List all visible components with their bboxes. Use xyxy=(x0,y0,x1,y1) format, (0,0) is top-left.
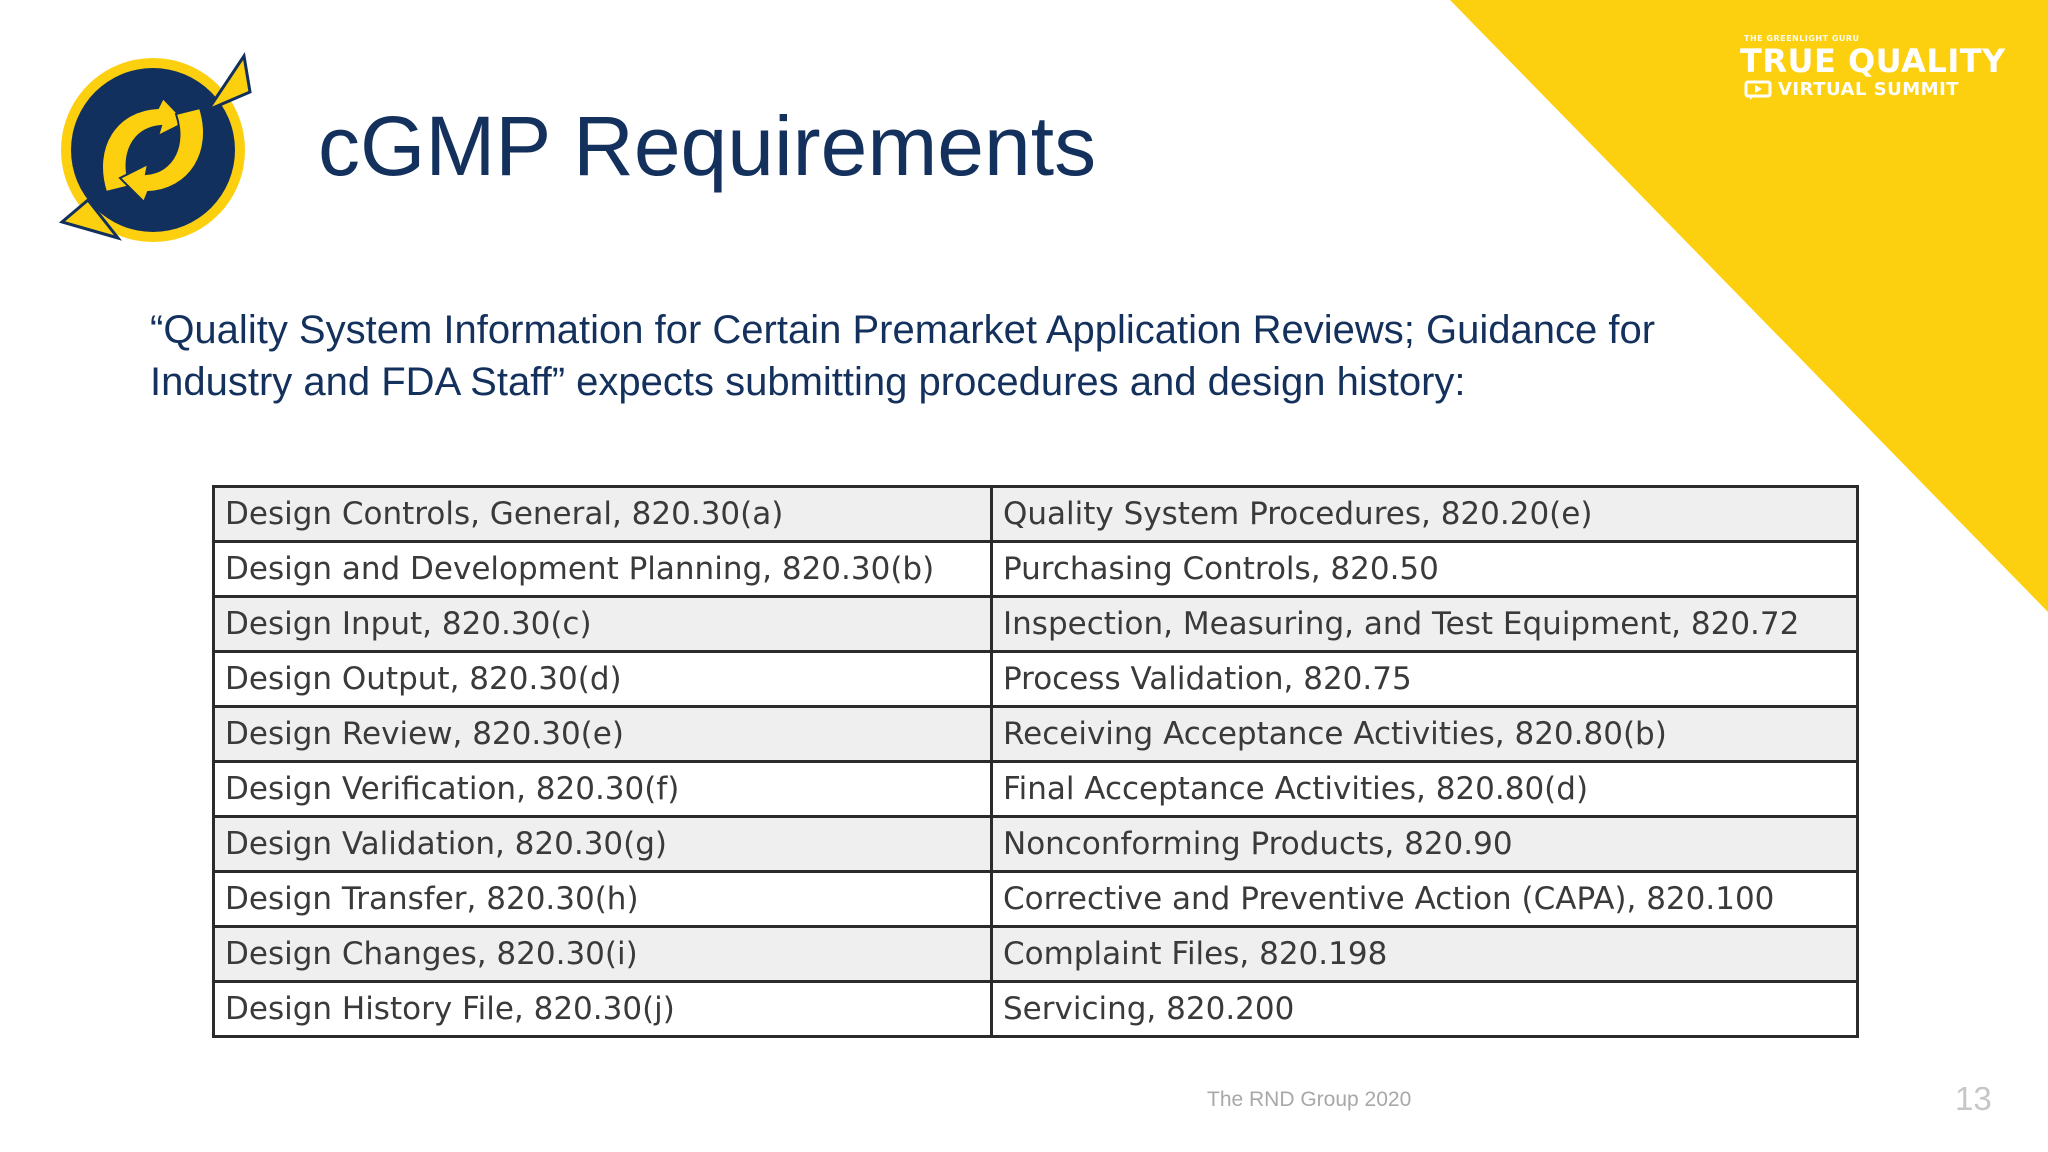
table-cell: Quality System Procedures, 820.20(e) xyxy=(992,487,1858,542)
rnd-group-logo-icon xyxy=(58,52,252,242)
summit-tagline: THE GREENLIGHT GURU xyxy=(1744,34,1860,43)
table-cell: Process Validation, 820.75 xyxy=(992,652,1858,707)
table-row xyxy=(214,872,1858,927)
table-row xyxy=(214,762,1858,817)
table-row xyxy=(214,982,1858,1037)
table-cell: Design History File, 820.30(j) xyxy=(214,982,992,1037)
table-cell: Design and Development Planning, 820.30(b) xyxy=(214,542,992,597)
summit-subtitle-row xyxy=(1744,79,2020,100)
table-row xyxy=(214,597,1858,652)
table-cell: Receiving Acceptance Activities, 820.80(b) xyxy=(992,707,1858,762)
table-cell: Inspection, Measuring, and Test Equipment, 820.72 xyxy=(992,597,1858,652)
table-cell: Design Review, 820.30(e) xyxy=(214,707,992,762)
video-play-icon xyxy=(1744,80,1772,100)
table-cell: Design Verification, 820.30(f) xyxy=(214,762,992,817)
summit-subtitle: VIRTUAL SUMMIT xyxy=(1778,79,1960,100)
table-cell: Design Validation, 820.30(g) xyxy=(214,817,992,872)
table-row xyxy=(214,542,1858,597)
table-row xyxy=(214,707,1858,762)
intro-text: “Quality System Information for Certain Premarket Application Reviews; Guidance for Industry and FDA Staff” expects submitting procedures and design history: xyxy=(150,308,1656,404)
table-cell: Corrective and Preventive Action (CAPA), 820.100 xyxy=(992,872,1858,927)
table-row xyxy=(214,652,1858,707)
table-row xyxy=(214,927,1858,982)
summit-branding xyxy=(1740,34,2020,100)
page-number: 13 xyxy=(1955,1080,1992,1117)
summit-title: TRUE QUALITY xyxy=(1740,42,2006,80)
table-cell: Complaint Files, 820.198 xyxy=(992,927,1858,982)
table-cell: Design Controls, General, 820.30(a) xyxy=(214,487,992,542)
table-cell: Design Changes, 820.30(i) xyxy=(214,927,992,982)
table-cell: Design Input, 820.30(c) xyxy=(214,597,992,652)
footer-text: The RND Group 2020 xyxy=(1207,1088,1412,1111)
table-cell: Purchasing Controls, 820.50 xyxy=(992,542,1858,597)
table-cell: Servicing, 820.200 xyxy=(992,982,1858,1037)
table-cell: Design Transfer, 820.30(h) xyxy=(214,872,992,927)
slide-title: cGMP Requirements xyxy=(318,99,1097,193)
table-row xyxy=(214,817,1858,872)
table-cell: Final Acceptance Activities, 820.80(d) xyxy=(992,762,1858,817)
requirements-table xyxy=(212,485,1859,1038)
table-cell: Design Output, 820.30(d) xyxy=(214,652,992,707)
table-row xyxy=(214,487,1858,542)
table-cell: Nonconforming Products, 820.90 xyxy=(992,817,1858,872)
